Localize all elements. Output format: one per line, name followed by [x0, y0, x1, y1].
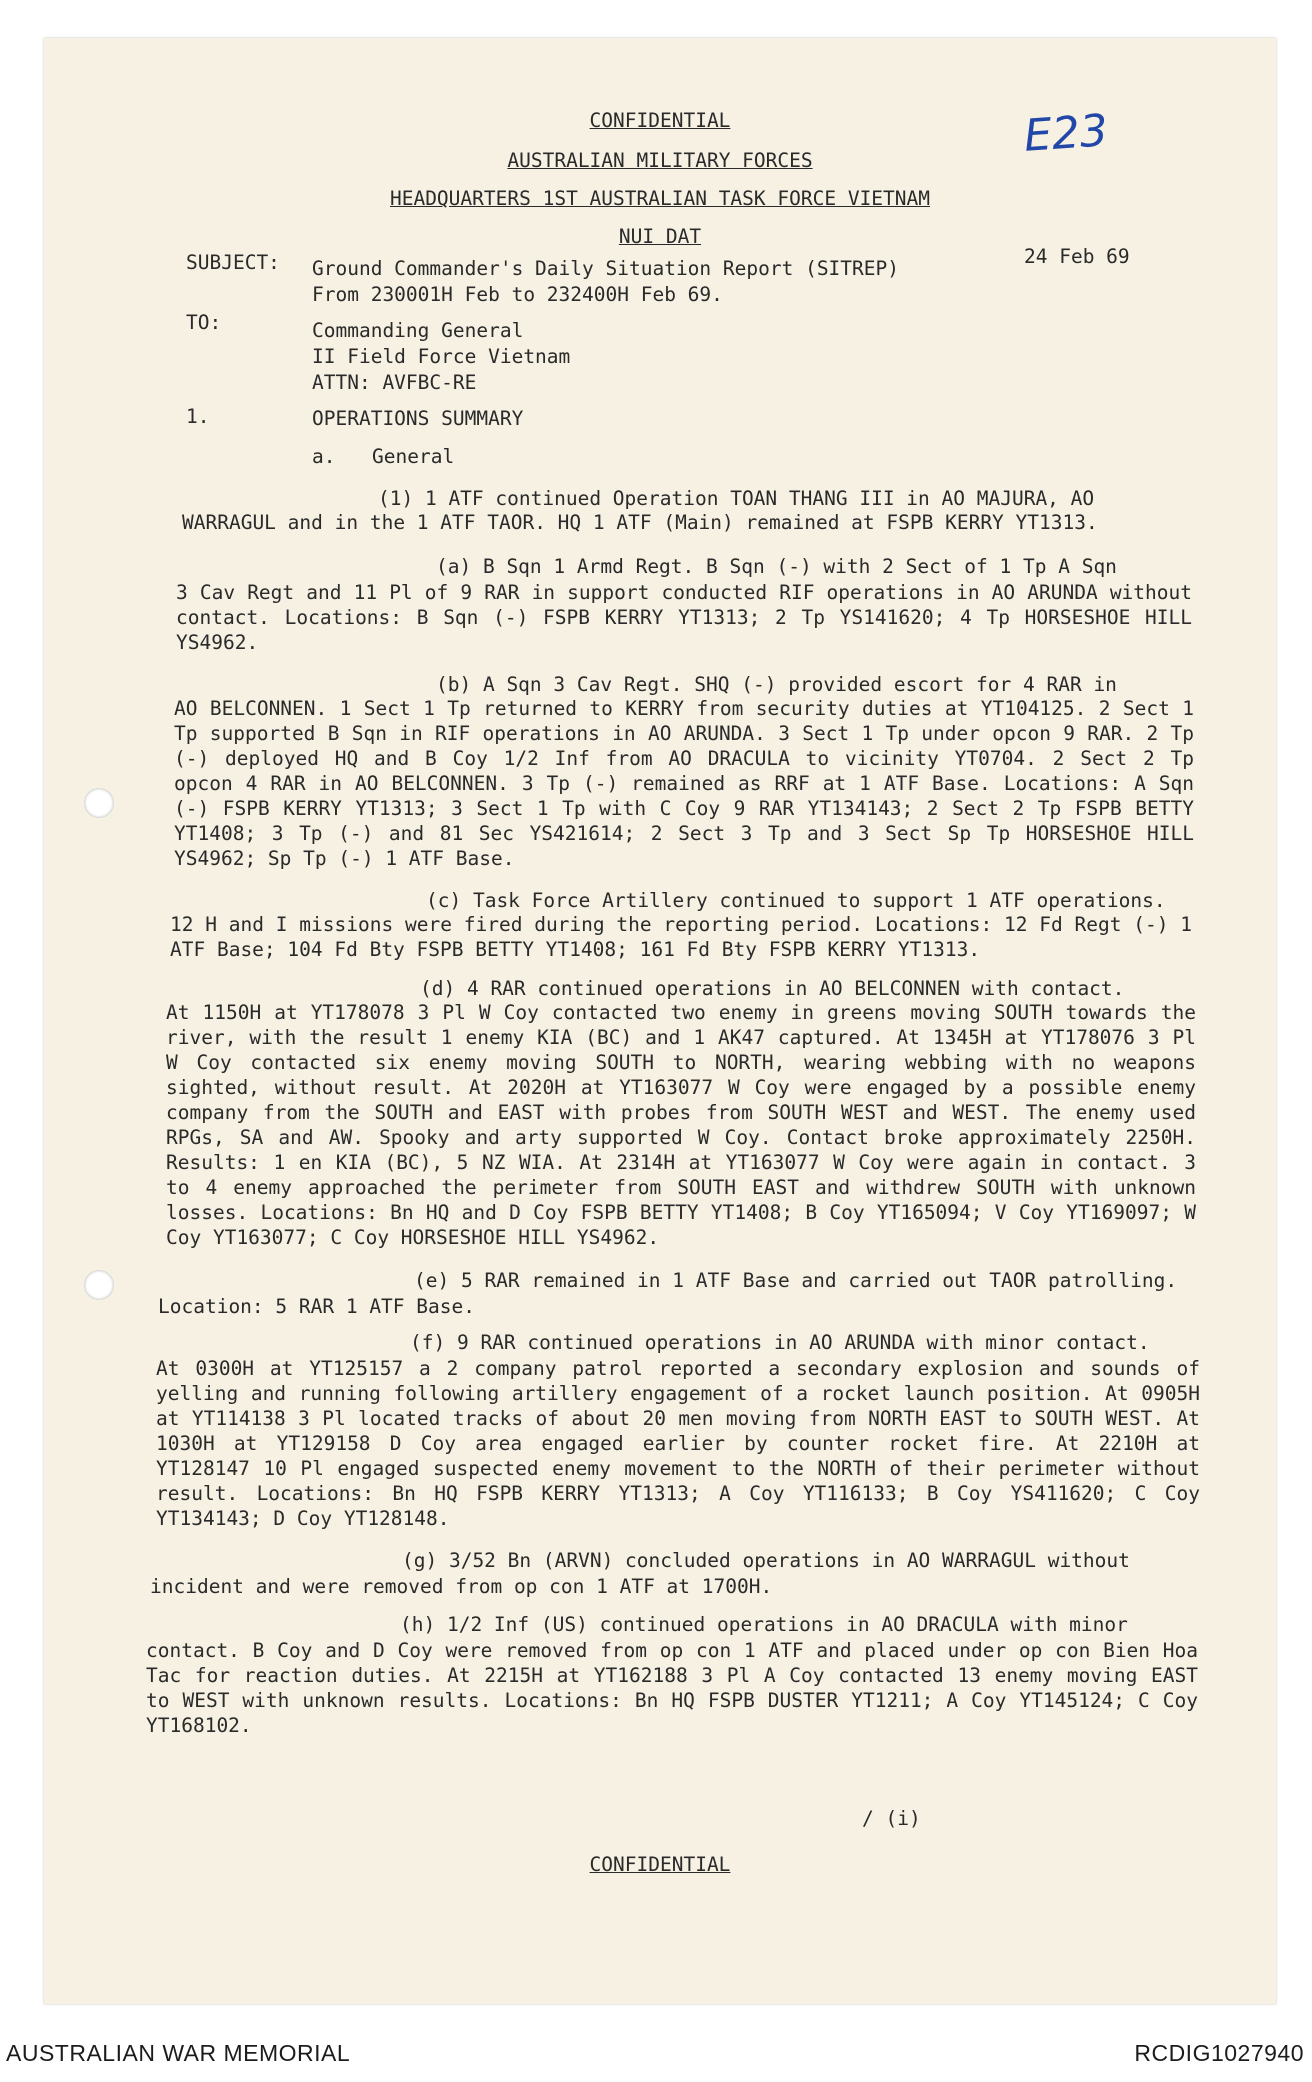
para-b-body: AO BELCONNEN. 1 Sect 1 Tp returned to KERRY from security duties at YT104125. 2 Sect 1 Tp supported B Sqn in RIF operations in AO ARUNDA. 3 Sect 1 Tp under opcon 9 RAR. 2 Tp (-) deployed HQ and B Coy 1/2 Inf from AO DRACULA to vicinity YT0704. 2 Sect 2 Tp opcon 4 RAR in AO BELCONNEN. 3 Tp (-) remained as RRF at 1 ATF Base. Locations: A Sqn (-) FSPB KERRY YT1313; 3 Sect 1 Tp with C Coy 9 RAR YT134143; 2 Sect 2 Tp FSPB BETTY YT1408; 3 Tp (-) and 81 Sec YS421614; 2 Sect 3 Tp and 3 Sect Sp Tp HORSESHOE HILL YS4962; Sp Tp (-) 1 ATF Base. — [174, 697, 1194, 870]
para-1-lead: (1) 1 ATF continued Operation TOAN THANG III in AO MAJURA, AO — [378, 487, 1095, 510]
archive-credit: AUSTRALIAN WAR MEMORIAL — [6, 2040, 351, 2066]
para-h-body: contact. B Coy and D Coy were removed from op con 1 ATF and placed under op con Bien Hoa Tac for reaction duties. At 2215H at YT162188 3 Pl A Coy contacted 13 enemy moving EAST to WEST with unknown results. Locations: Bn HQ FSPB DUSTER YT1211; A Coy YT145124; C Coy YT168102. — [146, 1639, 1198, 1737]
para-g-lead: (g) 3/52 Bn (ARVN) concluded operations in AO WARRAGUL without — [402, 1549, 1130, 1572]
para-a-lead: (a) B Sqn 1 Armd Regt. B Sqn (-) with 2 Sect of 1 Tp A Sqn — [436, 555, 1117, 578]
classification-bottom: CONFIDENTIAL — [589, 1853, 731, 1876]
subsection-label: a. — [312, 445, 336, 468]
subject-label: SUBJECT: — [186, 251, 280, 274]
para-h-lead: (h) 1/2 Inf (US) continued operations in AO DRACULA with minor — [400, 1613, 1128, 1636]
para-b-lead: (b) A Sqn 3 Cav Regt. SHQ (-) provided escort for 4 RAR in — [436, 673, 1117, 696]
subsection-title: General — [372, 445, 455, 468]
para-1-body: WARRAGUL and in the 1 ATF TAOR. HQ 1 ATF (Main) remained at FSPB KERRY YT1313. — [182, 511, 1098, 534]
headquarters-name: HEADQUARTERS 1ST AUSTRALIAN TASK FORCE VIETNAM — [389, 187, 931, 210]
subject-line-1: Ground Commander's Daily Situation Report (SITREP) — [312, 257, 899, 280]
para-a-body: 3 Cav Regt and 11 Pl of 9 RAR in support conducted RIF operations in AO ARUNDA without contact. Locations: B Sqn (-) FSPB KERRY YT1313; 2 Tp YS141620; 4 Tp HORSESHOE HILL YS4962. — [176, 581, 1192, 654]
para-e-body: Location: 5 RAR 1 ATF Base. — [158, 1295, 475, 1318]
to-label: TO: — [186, 311, 222, 334]
to-line-3: ATTN: AVFBC-RE — [312, 371, 477, 394]
para-c-lead: (c) Task Force Artillery continued to support 1 ATF operations. — [426, 889, 1166, 912]
punch-hole — [84, 788, 114, 818]
to-line-1: Commanding General — [312, 319, 524, 342]
continuation-marker: / (i) — [862, 1807, 921, 1830]
section-title: OPERATIONS SUMMARY — [312, 407, 524, 430]
para-d-lead: (d) 4 RAR continued operations in AO BELCONNEN with contact. — [420, 977, 1125, 1000]
para-f-body: At 0300H at YT125157 a 2 company patrol reported a secondary explosion and sounds of yelling and running following artillery engagement of a rocket launch position. At 0905H at YT114138 3 Pl located tracks of about 20 men moving from NORTH EAST to SOUTH WEST. At 1030H at YT129158 D Coy area engaged earlier by counter rocket fire. At 2210H at YT128147 10 Pl engaged suspected enemy movement to the NORTH of their perimeter without result. Locations: Bn HQ FSPB KERRY YT1313; A Coy YT116133; B Coy YS411620; C Coy YT134143; D Coy YT128148. — [156, 1357, 1200, 1530]
subject-line-2: From 230001H Feb to 232400H Feb 69. — [312, 283, 723, 306]
section-number: 1. — [186, 405, 210, 428]
classification-top: CONFIDENTIAL — [589, 109, 731, 132]
para-f-lead: (f) 9 RAR continued operations in AO ARUNDA with minor contact. — [410, 1331, 1150, 1354]
to-line-2: II Field Force Vietnam — [312, 345, 571, 368]
para-g-body: incident and were removed from op con 1 ATF at 1700H. — [150, 1575, 773, 1598]
handwritten-reference: E23 — [1022, 105, 1110, 162]
para-c-body: 12 H and I missions were fired during the reporting period. Locations: 12 Fd Regt (-) 1 ATF Base; 104 Fd Bty FSPB BETTY YT1408; 161 Fd Bty FSPB KERRY YT1313. — [170, 913, 1192, 961]
para-e-lead: (e) 5 RAR remained in 1 ATF Base and carried out TAOR patrolling. — [414, 1269, 1178, 1292]
para-d-body: At 1150H at YT178078 3 Pl W Coy contacted two enemy in greens moving SOUTH towards the river, with the result 1 enemy KIA (BC) and 1 AK47 captured. At 1345H at YT178076 3 Pl W Coy contacted six enemy moving SOUTH to NORTH, wearing webbing with no weapons sighted, without result. At 2020H at YT163077 W Coy were engaged by a possible enemy company from the SOUTH and EAST with probes from SOUTH WEST and WEST. The enemy used RPGs, SA and AW. Spooky and arty supported W Coy. Contact broke approximately 2250H. Results: 1 en KIA (BC), 5 NZ WIA. At 2314H at YT163077 W Coy were again in contact. 3 to 4 enemy approached the perimeter from SOUTH EAST and withdrew SOUTH with unknown losses. Locations: Bn HQ and D Coy FSPB BETTY YT1408; B Coy YT165094; V Coy YT169097; W Coy YT163077; C Coy HORSESHOE HILL YS4962. — [166, 1001, 1196, 1249]
location: NUI DAT — [618, 225, 702, 248]
document-date: 24 Feb 69 — [1024, 245, 1130, 268]
punch-hole — [84, 1270, 114, 1300]
archive-record-id: RCDIG1027940 — [1134, 2040, 1304, 2066]
org-name: AUSTRALIAN MILITARY FORCES — [507, 149, 813, 172]
